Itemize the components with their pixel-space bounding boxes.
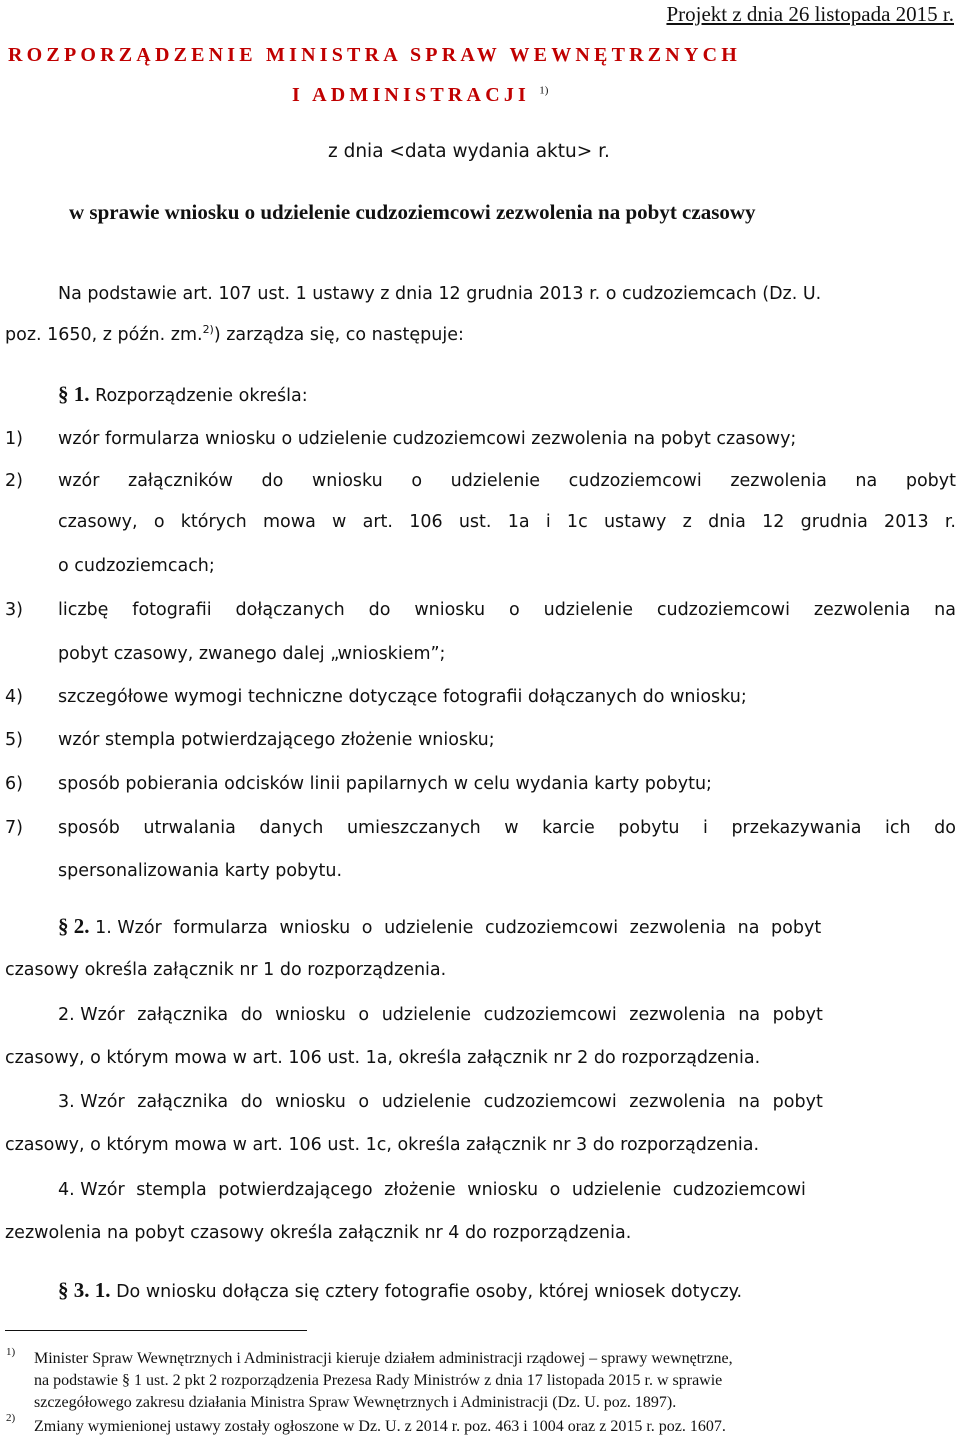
list-item-2-line2: czasowy, o których mowa w art. 106 ust. 1a i 1c ustawy z dnia 12 grudnia 2013 r. [58,512,956,532]
section2-para1-lead: 1. [95,918,112,938]
preamble-footnote-ref: 2) [202,323,214,337]
section2-marker: § 2. [58,914,90,938]
section3-line [58,1278,742,1304]
list-item-number: 3) [5,600,23,620]
section2-para4-line1 [58,1178,806,1202]
list-item-number: 4) [5,687,23,707]
list-item-3-line2: pobyt czasowy, zwanego dalej „wnioskiem”; [58,644,446,664]
section2-para4-line2: zezwolenia na pobyt czasowy określa załącznik nr 4 do rozporządzenia. [5,1223,632,1243]
list-item-7-line1: sposób utrwalania danych umieszczanych w karcie pobytu i przekazywania ich do [58,818,956,838]
list-item-5-line1: wzór stempla potwierdzającego złożenie wniosku; [58,730,495,750]
section2-para1-line1 [58,914,956,940]
title-footnote-ref: 1) [539,84,549,97]
footnote-separator [5,1330,307,1331]
date-line: z dnia <data wydania aktu> r. [328,141,610,162]
section2-para2-line1 [58,1003,823,1027]
section2-para2-line2: czasowy, o którym mowa w art. 106 ust. 1a, określa załącznik nr 2 do rozporządzenia. [5,1048,761,1068]
list-item-1-line1: wzór formularza wniosku o udzielenie cudzoziemcowi zezwolenia na pobyt czasowy; [58,429,797,449]
regulation-title-line1: ROZPORZĄDZENIE MINISTRA SPRAW WEWNĘTRZNYCH [8,44,741,66]
section2-para3-text: Wzór załącznika do wniosku o udzielenie cudzoziemcowi zezwolenia na pobyt [80,1092,823,1112]
list-item-4-line1: szczegółowe wymogi techniczne dotyczące fotografii dołączanych do wniosku; [58,687,747,707]
list-item-number: 1) [5,429,23,449]
list-item-number: 7) [5,818,23,838]
preamble-line2-start: poz. 1650, z późn. zm. [5,325,203,345]
project-note: Projekt z dnia 26 listopada 2015 r. [666,2,954,26]
list-item-2-line3: o cudzoziemcach; [58,556,215,576]
list-item-2-line1: wzór załączników do wniosku o udzielenie cudzoziemcowi zezwolenia na pobyt [58,471,956,491]
section1-heading [58,382,308,408]
regulation-title-line2 [292,83,548,107]
list-item-number: 2) [5,471,23,491]
section2-para3-line1 [58,1090,823,1114]
list-item-3-line1: liczbę fotografii dołączanych do wniosku o udzielenie cudzoziemcowi zezwolenia na [58,600,956,620]
title-line2-text: I ADMINISTRACJI [292,84,531,106]
footnote-1-line3: szczegółowego zakresu działania Ministra Spraw Wewnętrznych i Administracji (Dz. U. poz. 1897). [34,1394,677,1411]
footnote-1-mark: 1) [6,1346,16,1358]
preamble-line2-end: ) zarządza się, co następuje: [213,325,464,345]
footnote-2-mark: 2) [6,1412,16,1424]
list-item-number: 6) [5,774,23,794]
footnote-2-line1: Zmiany wymienionej ustawy zostały ogłoszone w Dz. U. z 2014 r. poz. 463 i 1004 oraz z 2015 r. poz. 1607. [34,1418,726,1435]
footnote-1-line1: Minister Spraw Wewnętrznych i Administracji kieruje działem administracji rządowej – sprawy wewnętrzne, [34,1350,733,1367]
section2-para2-text: Wzór załącznika do wniosku o udzielenie cudzoziemcowi zezwolenia na pobyt [80,1005,823,1025]
preamble-line2 [5,323,464,347]
list-item-6-line1: sposób pobierania odcisków linii papilarnych w celu wydania karty pobytu; [58,774,712,794]
section3-text: Do wniosku dołącza się cztery fotografie osoby, której wniosek dotyczy. [116,1282,743,1302]
section1-marker: § 1. [58,382,90,406]
section2-para3-lead: 3. [58,1092,75,1112]
section2-para2-lead: 2. [58,1005,75,1025]
preamble-line1: Na podstawie art. 107 ust. 1 ustawy z dnia 12 grudnia 2013 r. o cudzoziemcach (Dz. U. [58,284,822,304]
subject-line: w sprawie wniosku o udzielenie cudzoziemcowi zezwolenia na pobyt czasowy [69,200,756,224]
list-item-number: 5) [5,730,23,750]
section2-para4-lead: 4. [58,1180,75,1200]
section3-marker: § 3. 1. [58,1278,111,1302]
section1-intro: Rozporządzenie określa: [95,386,308,406]
section2-para1-text: Wzór formularza wniosku o udzielenie cudzoziemcowi zezwolenia na pobyt [117,918,822,938]
list-item-7-line2: spersonalizowania karty pobytu. [58,861,343,881]
section2-para3-line2: czasowy, o którym mowa w art. 106 ust. 1c, określa załącznik nr 3 do rozporządzenia. [5,1135,760,1155]
footnote-1-line2: na podstawie § 1 ust. 2 pkt 2 rozporządzenia Prezesa Rady Ministrów z dnia 17 listopada 2015 r. w sprawie [34,1372,723,1389]
section2-para4-text: Wzór stempla potwierdzającego złożenie wniosku o udzielenie cudzoziemcowi [80,1180,806,1200]
section2-para1-line2: czasowy określa załącznik nr 1 do rozporządzenia. [5,960,447,980]
